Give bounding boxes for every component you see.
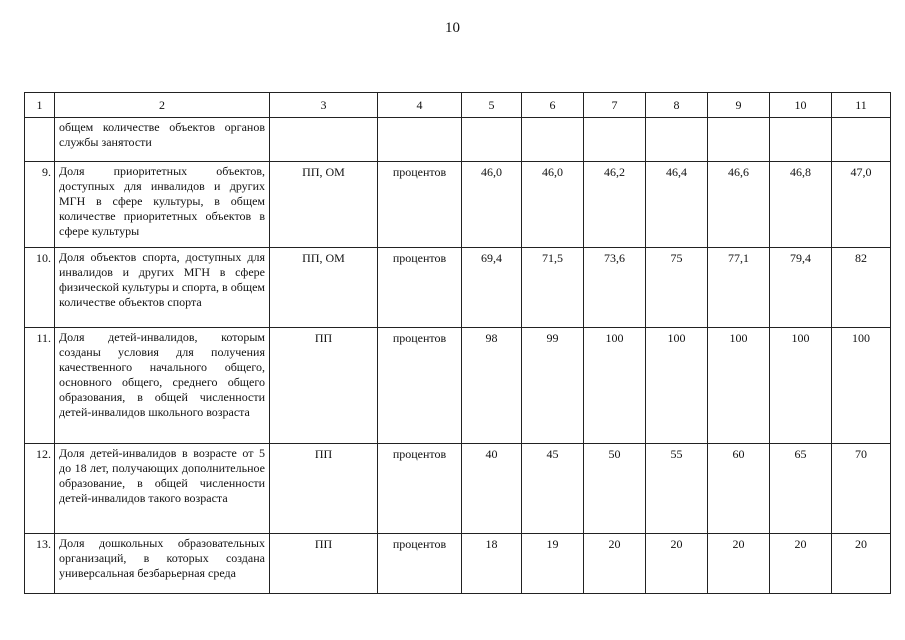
indicator-name: Доля приоритетных объектов, доступных для инвалидов и других МГН в сфере культуры, в общем количестве приоритетных объектов в сфере культуры <box>55 162 270 248</box>
value-cell <box>584 118 646 162</box>
header-cell: 4 <box>378 93 462 118</box>
table-row <box>25 328 891 444</box>
value-cell: 71,5 <box>522 248 584 328</box>
value-cell: 20 <box>832 534 891 594</box>
indicator-name: Доля объектов спорта, доступных для инвалидов и других МГН в сфере физической культуры и спорта, в общем количестве объектов спорта <box>55 248 270 328</box>
value-cell: 75 <box>646 248 708 328</box>
value-cell: 60 <box>708 444 770 534</box>
source: ПП <box>270 444 378 534</box>
row-number: 12. <box>25 444 55 534</box>
row-number: 9. <box>25 162 55 248</box>
header-cell: 5 <box>462 93 522 118</box>
indicator-name: Доля детей-инвалидов в возрасте от 5 до 18 лет, получающих дополнительное образование, в общей численности детей-инвалидов такого возраста <box>55 444 270 534</box>
unit <box>378 118 462 162</box>
value-cell: 46,4 <box>646 162 708 248</box>
source: ПП, ОМ <box>270 248 378 328</box>
row-number: 11. <box>25 328 55 444</box>
row-number: 10. <box>25 248 55 328</box>
unit: процентов <box>378 534 462 594</box>
value-cell: 73,6 <box>584 248 646 328</box>
value-cell: 20 <box>770 534 832 594</box>
value-cell: 46,8 <box>770 162 832 248</box>
table-row <box>25 444 891 534</box>
value-cell: 50 <box>584 444 646 534</box>
row-number <box>25 118 55 162</box>
value-cell: 98 <box>462 328 522 444</box>
value-cell: 19 <box>522 534 584 594</box>
value-cell <box>522 118 584 162</box>
table-row <box>25 162 891 248</box>
value-cell: 82 <box>832 248 891 328</box>
value-cell: 79,4 <box>770 248 832 328</box>
header-cell: 6 <box>522 93 584 118</box>
value-cell: 20 <box>584 534 646 594</box>
value-cell: 18 <box>462 534 522 594</box>
header-cell: 3 <box>270 93 378 118</box>
indicator-name: Доля детей-инвалидов, которым созданы условия для получения качественного начального общего, основного общего, среднего общего образования, в общей численности детей-инвалидов школьного возраста <box>55 328 270 444</box>
page-number: 10 <box>445 20 460 36</box>
value-cell: 20 <box>708 534 770 594</box>
value-cell: 69,4 <box>462 248 522 328</box>
source: ПП <box>270 328 378 444</box>
header-cell: 1 <box>25 93 55 118</box>
value-cell <box>462 118 522 162</box>
source <box>270 118 378 162</box>
value-cell: 65 <box>770 444 832 534</box>
indicator-name: общем количестве объектов органов службы занятости <box>55 118 270 162</box>
value-cell: 100 <box>770 328 832 444</box>
value-cell: 46,6 <box>708 162 770 248</box>
value-cell: 77,1 <box>708 248 770 328</box>
unit: процентов <box>378 444 462 534</box>
value-cell: 55 <box>646 444 708 534</box>
value-cell: 45 <box>522 444 584 534</box>
value-cell <box>832 118 891 162</box>
unit: процентов <box>378 162 462 248</box>
value-cell: 20 <box>646 534 708 594</box>
value-cell: 100 <box>832 328 891 444</box>
header-cell: 9 <box>708 93 770 118</box>
source: ПП, ОМ <box>270 162 378 248</box>
source: ПП <box>270 534 378 594</box>
value-cell <box>646 118 708 162</box>
value-cell <box>708 118 770 162</box>
indicators-table <box>24 92 891 594</box>
header-cell: 10 <box>770 93 832 118</box>
value-cell: 99 <box>522 328 584 444</box>
unit: процентов <box>378 248 462 328</box>
value-cell: 47,0 <box>832 162 891 248</box>
value-cell: 46,0 <box>522 162 584 248</box>
header-cell: 8 <box>646 93 708 118</box>
indicator-name: Доля дошкольных образовательных организаций, в которых создана универсальная безбарьерная среда <box>55 534 270 594</box>
value-cell: 46,2 <box>584 162 646 248</box>
unit: процентов <box>378 328 462 444</box>
header-cell: 11 <box>832 93 891 118</box>
table-row <box>25 248 891 328</box>
table-row <box>25 534 891 594</box>
value-cell <box>770 118 832 162</box>
value-cell: 100 <box>646 328 708 444</box>
value-cell: 70 <box>832 444 891 534</box>
value-cell: 100 <box>584 328 646 444</box>
value-cell: 40 <box>462 444 522 534</box>
header-cell: 2 <box>55 93 270 118</box>
value-cell: 100 <box>708 328 770 444</box>
table-header-row <box>25 93 891 118</box>
header-cell: 7 <box>584 93 646 118</box>
row-number: 13. <box>25 534 55 594</box>
value-cell: 46,0 <box>462 162 522 248</box>
table-row <box>25 118 891 162</box>
